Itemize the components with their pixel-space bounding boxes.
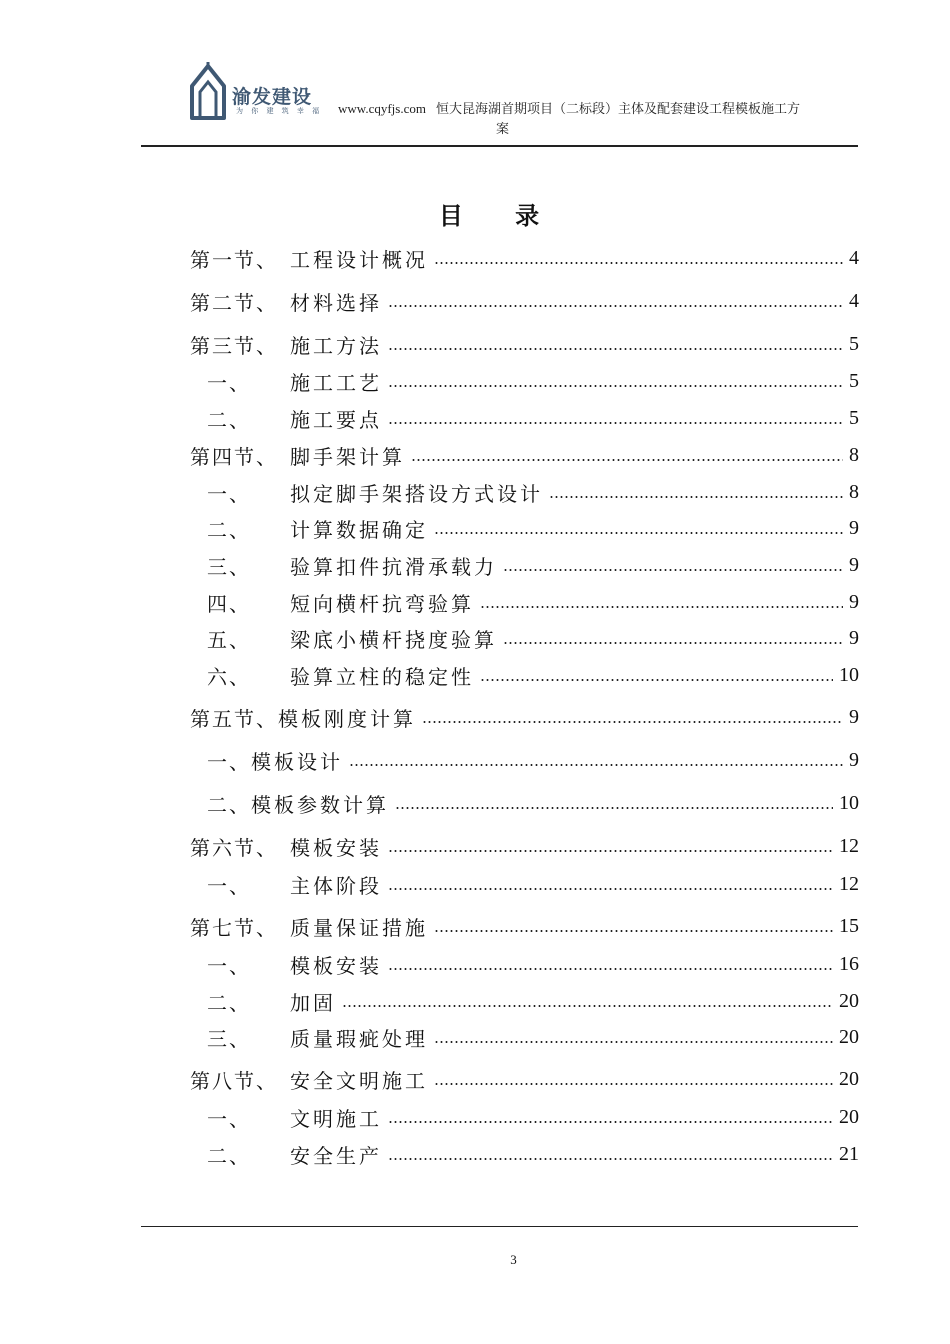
dot-leader [349,763,843,767]
document-title: 恒大昆海湖首期项目（二标段）主体及配套建设工程模板施工方 [435,101,800,116]
toc-entry-text: 模板刚度计算 [278,706,416,731]
toc-entry[interactable] [207,662,859,688]
toc-entry[interactable] [190,245,859,271]
toc-page-number: 20 [839,1025,859,1048]
toc-entry-text: 模板参数计算 [251,792,389,817]
toc-section-number: 第五节、 [190,706,278,731]
toc-entry-text: 模板设计 [251,749,343,774]
toc-entry[interactable] [207,515,859,541]
toc-page-number: 8 [849,480,859,503]
toc-section-number: 六、 [207,664,251,689]
dot-leader [411,458,843,462]
toc-page-number: 10 [839,663,859,686]
dot-leader [503,568,843,572]
toc-entry-text: 质量保证措施 [290,915,428,940]
dot-leader [434,261,843,265]
toc-section-number: 三、 [207,554,251,579]
toc-section-number: 一、 [207,749,251,774]
toc-entry-text: 加固 [290,990,336,1015]
toc-page-number: 12 [839,834,859,857]
toc-entry-text: 工程设计概况 [290,247,428,272]
toc-page-number: 5 [849,332,859,355]
toc-entry[interactable] [190,442,859,468]
toc-entry[interactable] [207,790,859,816]
toc-entry[interactable] [207,1104,859,1130]
toc-page-number: 5 [849,369,859,392]
dot-leader [480,678,833,682]
footer-rule [141,1226,858,1227]
toc-section-number: 二、 [207,990,251,1015]
toc-entry[interactable] [207,871,859,897]
toc-page-number: 9 [849,748,859,771]
toc-entry-text: 文明施工 [290,1106,382,1131]
toc-section-number: 四、 [207,591,251,616]
toc-page-number: 4 [849,246,859,269]
dot-leader [388,384,843,388]
toc-entry-text: 模板安装 [290,835,382,860]
toc-entry-text: 脚手架计算 [290,444,405,469]
dot-leader [395,806,833,810]
toc-section-number: 二、 [207,517,251,542]
toc-entry-text: 模板安装 [290,953,382,978]
toc-page-number: 20 [839,1067,859,1090]
page-number: 3 [510,1252,517,1267]
toc-entry[interactable] [207,479,859,505]
toc-page-number: 12 [839,872,859,895]
toc-entry-text: 安全生产 [290,1143,382,1168]
toc-entry[interactable] [190,331,859,357]
toc-section-number: 第三节、 [190,333,278,358]
toc-entry-text: 验算扣件抗滑承载力 [290,554,497,579]
toc-entry[interactable] [190,833,859,859]
toc-section-number: 第六节、 [190,835,278,860]
page-header [0,0,950,150]
logo-name: 渝发建设 [232,86,313,108]
toc-entry[interactable] [207,1141,859,1167]
dot-leader [434,531,843,535]
dot-leader [388,887,833,891]
toc-page-number: 8 [849,443,859,466]
toc-entry[interactable] [207,747,859,773]
toc-entry-text: 拟定脚手架搭设方式设计 [290,481,543,506]
toc-page-number: 21 [839,1142,859,1165]
toc-entry[interactable] [207,368,859,394]
dot-leader [480,605,843,609]
toc-page-number: 9 [849,626,859,649]
logo-slogan: 为 你 建 筑 幸 福 [236,107,323,115]
dot-leader [422,720,843,724]
toc-entry[interactable] [207,589,859,615]
dot-leader [388,304,843,308]
toc-entry-text: 施工工艺 [290,370,382,395]
dot-leader [388,1120,833,1124]
toc-page-number: 9 [849,516,859,539]
toc-section-number: 二、 [207,792,251,817]
toc-entry[interactable] [190,913,859,939]
toc-page-number: 5 [849,406,859,429]
toc-entry[interactable] [207,625,859,651]
toc-section-number: 一、 [207,370,251,395]
toc-title: 目 录 [438,201,562,230]
toc-section-number: 第七节、 [190,915,278,940]
toc-entry-text: 材料选择 [290,290,382,315]
toc-entry[interactable] [190,704,859,730]
toc-page-number: 20 [839,1105,859,1128]
toc-entry-text: 验算立柱的稳定性 [290,664,474,689]
toc-entry-text: 梁底小横杆挠度验算 [290,627,497,652]
toc-entry-text: 施工方法 [290,333,382,358]
toc-page-number: 10 [839,791,859,814]
toc-page-number: 16 [839,952,859,975]
toc-page-number: 9 [849,705,859,728]
dot-leader [549,495,843,499]
toc-entry[interactable] [207,552,859,578]
dot-leader [388,421,843,425]
toc-section-number: 一、 [207,953,251,978]
toc-entry-text: 计算数据确定 [290,517,428,542]
toc-entry-text: 施工要点 [290,407,382,432]
toc-entry[interactable] [207,1024,859,1050]
toc-page-number: 9 [849,553,859,576]
dot-leader [388,849,833,853]
toc-section-number: 一、 [207,481,251,506]
dot-leader [388,347,843,351]
toc-entry-text: 主体阶段 [290,873,382,898]
dot-leader [342,1004,833,1008]
toc-entry[interactable] [207,951,859,977]
website-link[interactable]: www.cqyfjs.com [338,101,426,116]
toc-section-number: 二、 [207,407,251,432]
house-logo-icon [186,62,230,120]
dot-leader [434,929,833,933]
header-text [338,99,858,139]
header-rule [141,145,858,147]
toc-section-number: 第八节、 [190,1068,278,1093]
toc-entry[interactable] [190,288,859,314]
toc-section-number: 三、 [207,1026,251,1051]
company-logo [186,62,326,122]
toc-page-number: 4 [849,289,859,312]
toc-page-number: 15 [839,914,859,937]
toc-entry[interactable] [190,1066,859,1092]
dot-leader [434,1082,833,1086]
document-title-line2: 案 [496,121,510,136]
toc-section-number: 五、 [207,627,251,652]
toc-entry[interactable] [207,405,859,431]
toc-entry-text: 短向横杆抗弯验算 [290,591,474,616]
toc-section-number: 第二节、 [190,290,278,315]
toc-entry[interactable] [207,988,859,1014]
dot-leader [388,1157,833,1161]
toc-section-number: 第四节、 [190,444,278,469]
toc-section-number: 一、 [207,1106,251,1131]
toc-entry-text: 安全文明施工 [290,1068,428,1093]
dot-leader [434,1040,833,1044]
dot-leader [388,967,833,971]
toc-section-number: 一、 [207,873,251,898]
toc-section-number: 二、 [207,1143,251,1168]
toc-page-number: 20 [839,989,859,1012]
toc-page-number: 9 [849,590,859,613]
toc-entry-text: 质量瑕疵处理 [290,1026,428,1051]
dot-leader [503,641,843,645]
toc-section-number: 第一节、 [190,247,278,272]
